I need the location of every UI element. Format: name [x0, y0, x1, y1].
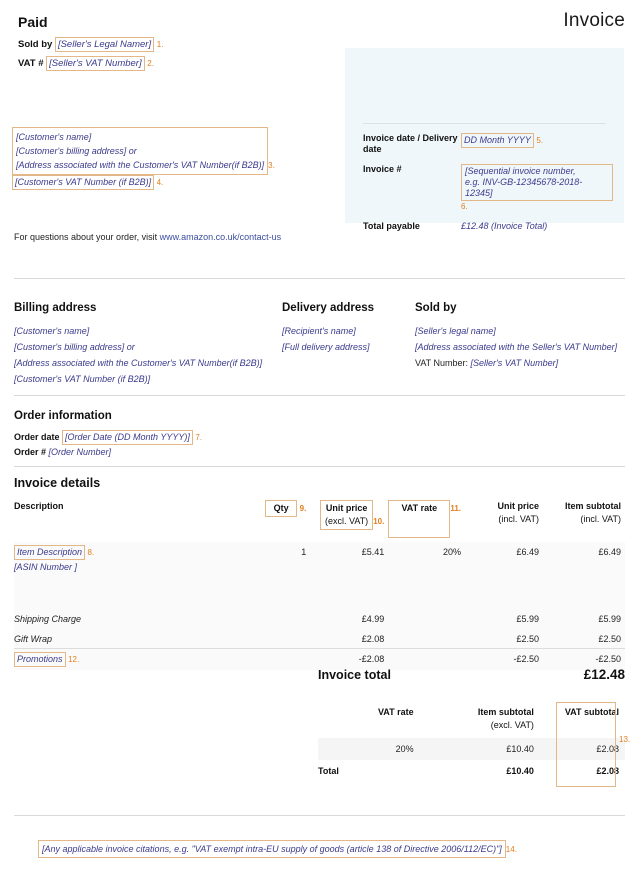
- column-unit-price-incl-line-1: Unit price: [497, 501, 539, 511]
- row-4-unit-excl: -£2.08: [310, 649, 388, 670]
- order-date-label: Order date: [14, 432, 60, 442]
- total-column-vat-rate: VAT rate: [377, 707, 414, 717]
- row-4-description: [14, 649, 265, 670]
- customer-name: [Customer's name]: [16, 132, 92, 142]
- customer-vat-row: [12, 175, 312, 190]
- invoice-total-tbody: [318, 738, 625, 782]
- row-1-unit-incl: £6.49: [465, 542, 543, 577]
- invoice-date-label: Invoice date / Delivery date: [363, 133, 458, 154]
- billing-line-4: [Customer's VAT Number (if B2B)]: [14, 374, 151, 384]
- paid-box-divider: [363, 123, 606, 124]
- column-unit-price-incl-vat: [465, 496, 543, 542]
- row-3-qty: [265, 629, 310, 649]
- invoice-date-row: [363, 133, 613, 155]
- annotation-11: 11.: [450, 504, 461, 513]
- order-number-label: Order #: [14, 447, 47, 457]
- sold-by-row: [18, 37, 629, 52]
- row-1-item-subtotal: £6.49: [543, 542, 625, 577]
- column-vat-rate-box: VAT rate: [388, 500, 450, 538]
- row-4-qty: [265, 649, 310, 670]
- page-title: Invoice: [563, 10, 625, 31]
- column-unit-price-excl-line-2: (excl. VAT): [325, 516, 369, 526]
- sold-by-label: Sold by: [18, 39, 53, 50]
- billing-address-heading: Billing address: [14, 302, 97, 314]
- invoice-number-line-1: [Sequential invoice number,: [465, 166, 576, 176]
- row-2-qty: [265, 609, 310, 629]
- annotation-7: 7.: [195, 433, 203, 442]
- billing-line-2: [Customer's billing address] or: [14, 342, 135, 352]
- total-column-item-subtotal: [420, 700, 540, 738]
- footer-citation-row: [38, 840, 517, 858]
- total-row-1-vat-rate: 20%: [318, 738, 420, 760]
- column-qty-box: Qty: [265, 500, 297, 517]
- column-item-subtotal-line-2: (incl. VAT): [580, 514, 621, 524]
- row-3-item-subtotal: £2.50: [543, 629, 625, 649]
- sold-by-vat-row: [415, 355, 630, 371]
- sold-by-value: [Seller's Legal Namer]: [55, 37, 154, 52]
- column-description: Description: [14, 501, 64, 511]
- sold-by-section: [415, 302, 630, 371]
- divider-footer: [14, 815, 625, 816]
- contact-link[interactable]: www.amazon.co.uk/contact-us: [159, 232, 282, 242]
- paid-summary-header: [18, 14, 629, 75]
- total-row-label: Total: [318, 766, 339, 776]
- customer-address-box: [12, 127, 268, 175]
- table-row: [318, 760, 625, 782]
- footer-citation: [Any applicable invoice citations, e.g. "VAT exempt intra-EU supply of goods (article 138 of Directive 2006/112/EC)"]: [38, 840, 506, 858]
- order-number-value: [Order Number]: [48, 447, 112, 457]
- invoice-details-thead: [14, 496, 625, 542]
- invoice-details-heading: Invoice details: [14, 476, 101, 490]
- total-row-1-vat-subtotal: £2.08: [540, 738, 625, 760]
- order-date-value: [Order Date (DD Month YYYY)]: [62, 430, 193, 445]
- annotation-12: 12.: [68, 655, 80, 664]
- invoice-date-value-wrap: [461, 133, 613, 155]
- table-row: [14, 542, 625, 577]
- delivery-address-section: [282, 302, 412, 355]
- row-1-item-description: Item Description: [14, 545, 85, 560]
- contact-line: [14, 232, 281, 242]
- annotation-8: 8.: [87, 548, 95, 557]
- sold-by-line-1: [Seller's legal name]: [415, 326, 496, 336]
- invoice-details-tbody: [14, 542, 625, 670]
- seller-vat-label: VAT #: [18, 58, 44, 69]
- annotation-13: 13.: [619, 735, 631, 744]
- row-1-asin: [ASIN Number ]: [14, 562, 78, 572]
- sold-by-heading: Sold by: [415, 302, 457, 314]
- divider-addresses: [14, 395, 625, 396]
- column-vat-rate: [388, 496, 465, 542]
- column-unit-price-excl-vat: [310, 496, 388, 542]
- row-1-description: [14, 542, 265, 577]
- annotation-6: 6.: [461, 202, 468, 211]
- order-information-heading: Order information: [14, 410, 112, 422]
- invoice-total-header-row: [318, 700, 625, 738]
- row-3-unit-incl: £2.50: [465, 629, 543, 649]
- annotation-5: 5.: [536, 136, 544, 145]
- table-spacer-row: [14, 577, 625, 609]
- billing-address-section: [14, 302, 284, 387]
- delivery-address-heading: Delivery address: [282, 302, 375, 314]
- invoice-details-bottom-divider: [14, 648, 625, 649]
- row-2-item-subtotal: £5.99: [543, 609, 625, 629]
- column-item-subtotal: [543, 496, 625, 542]
- row-3-unit-excl: £2.08: [310, 629, 388, 649]
- invoice-number-value-wrap: [461, 164, 613, 212]
- table-row: [14, 649, 625, 670]
- invoice-number-row: [363, 164, 613, 212]
- row-2-unit-excl: £4.99: [310, 609, 388, 629]
- seller-vat-value: [Seller's VAT Number]: [46, 56, 144, 71]
- total-payable-value: £12.48 (Invoice Total): [461, 221, 548, 231]
- delivery-line-2: [Full delivery address]: [282, 342, 370, 352]
- row-4-item-subtotal: -£2.50: [543, 649, 625, 670]
- invoice-number-value: [461, 164, 613, 201]
- annotation-9: 9.: [299, 504, 307, 513]
- column-item-subtotal-line-1: Item subtotal: [564, 501, 621, 511]
- paid-status: Paid: [18, 14, 48, 30]
- table-row: [14, 629, 625, 649]
- invoice-date-value: DD Month YYYY: [461, 133, 534, 148]
- annotation-2: 2.: [147, 59, 154, 68]
- row-1-vat-rate: 20%: [388, 542, 465, 577]
- order-date-row: [14, 430, 202, 445]
- row-2-unit-incl: £5.99: [465, 609, 543, 629]
- column-qty: [265, 496, 310, 542]
- invoice-details-table: [14, 496, 625, 670]
- sold-by-vat-value: [Seller's VAT Number]: [470, 358, 559, 368]
- column-unit-price-excl-line-1: Unit price: [325, 503, 368, 513]
- seller-vat-row: [18, 56, 629, 71]
- annotation-3: 3.: [268, 161, 275, 170]
- invoice-total-thead: [318, 700, 625, 738]
- annotation-1: 1.: [156, 40, 164, 49]
- table-row: [318, 738, 625, 760]
- invoice-total-table: [318, 700, 625, 782]
- billing-line-1: [Customer's name]: [14, 326, 90, 336]
- row-4-promotions-label: Promotions: [14, 652, 66, 667]
- divider-order-info: [14, 466, 625, 467]
- total-column-item-subtotal-line-2: (excl. VAT): [490, 720, 534, 730]
- total-payable-row: [363, 221, 613, 232]
- contact-prefix: For questions about your order, visit: [14, 232, 160, 242]
- row-1-unit-excl: £5.41: [310, 542, 388, 577]
- row-3-description: Gift Wrap: [14, 629, 265, 649]
- row-4-vat-rate: [388, 649, 465, 670]
- customer-billing-address: [Customer's billing address] or: [16, 146, 137, 156]
- row-1-qty: 1: [265, 542, 310, 577]
- order-information-section: [14, 410, 202, 460]
- customer-vat-address: [Address associated with the Customer's VAT Number(if B2B)]: [16, 160, 265, 170]
- total-row-item-subtotal: £10.40: [506, 766, 534, 776]
- sold-by-vat-label: VAT Number:: [415, 358, 471, 368]
- invoice-number-line-2: e.g. INV-GB-12345678-2018-12345]: [465, 177, 583, 198]
- total-payable-label: Total payable: [363, 221, 420, 231]
- annotation-4: 4.: [156, 178, 164, 187]
- total-row-vat-subtotal: £2.08: [596, 766, 619, 776]
- column-unit-price-incl-line-2: (incl. VAT): [498, 514, 539, 524]
- paid-summary-details: [363, 133, 613, 241]
- total-column-vat-subtotal: VAT subtotal: [564, 707, 619, 717]
- invoice-total-amount: £12.48: [583, 667, 625, 682]
- delivery-line-1: [Recipient's name]: [282, 326, 356, 336]
- order-number-row: [14, 445, 202, 460]
- customer-vat-number: [Customer's VAT Number (if B2B)]: [12, 175, 154, 190]
- total-row-1-item-subtotal: £10.40: [420, 738, 540, 760]
- invoice-total-heading: Invoice total: [318, 668, 391, 682]
- table-row: [14, 609, 625, 629]
- billing-line-3: [Address associated with the Customer's VAT Number(if B2B)]: [14, 358, 263, 368]
- row-3-vat-rate: [388, 629, 465, 649]
- invoice-number-label: Invoice #: [363, 164, 402, 174]
- total-column-item-subtotal-line-1: Item subtotal: [477, 707, 534, 717]
- table-spacer-cell: [14, 577, 625, 609]
- customer-address-block: [12, 127, 312, 190]
- column-unit-price-excl-box: [320, 500, 373, 530]
- invoice-details-header-row: [14, 496, 625, 542]
- sold-by-line-2: [Address associated with the Seller's VAT Number]: [415, 342, 618, 352]
- divider-top: [14, 278, 625, 279]
- annotation-14: 14.: [505, 845, 517, 854]
- row-4-unit-incl: -£2.50: [465, 649, 543, 670]
- annotation-10: 10.: [373, 517, 385, 526]
- row-2-description: Shipping Charge: [14, 609, 265, 629]
- row-2-vat-rate: [388, 609, 465, 629]
